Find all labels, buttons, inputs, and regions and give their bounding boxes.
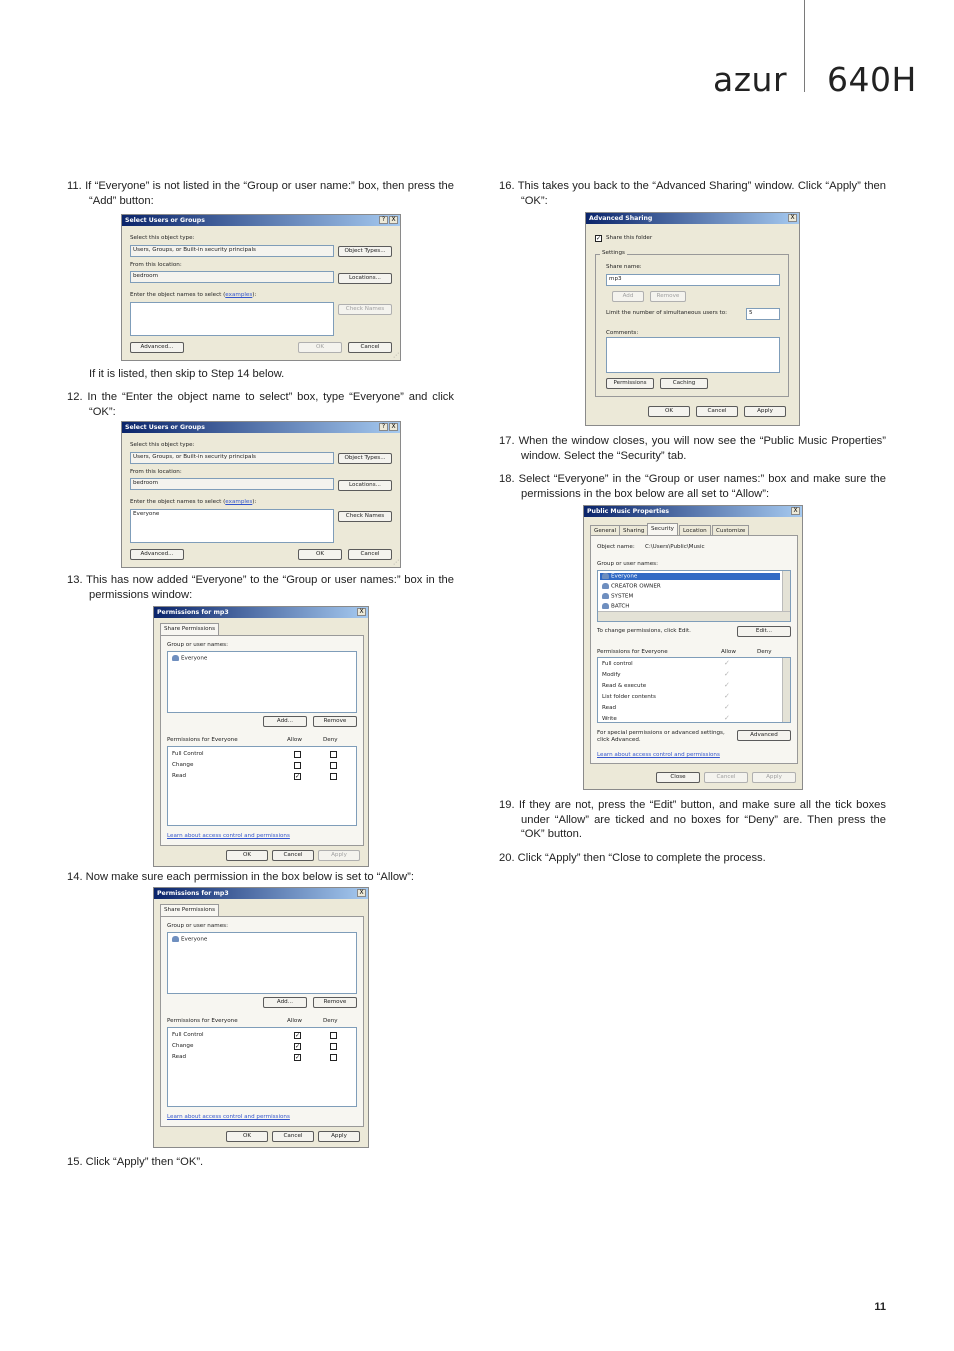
select-users-dialog-1 bbox=[121, 214, 401, 361]
ok-button[interactable]: OK bbox=[226, 1131, 268, 1142]
object-name-label: Object name: bbox=[597, 544, 635, 550]
close-icon[interactable]: X bbox=[788, 214, 797, 222]
tab-share-permissions[interactable]: Share Permissions bbox=[160, 904, 219, 916]
permissions-dialog-after bbox=[153, 887, 369, 1148]
object-type-label: Select this object type: bbox=[130, 235, 195, 241]
model-name: 640H bbox=[827, 60, 917, 99]
cancel-button[interactable]: Cancel bbox=[696, 406, 738, 417]
perm-row-label: Change bbox=[172, 762, 194, 768]
step-11: 11. If “Everyone” is not listed in the “Group or user name:” box, then press the “Add” button: bbox=[67, 180, 454, 207]
perm-row-label: Read bbox=[172, 1054, 187, 1060]
enter-names-label: Enter the object names to select (examples): bbox=[130, 292, 257, 298]
user-group-icon bbox=[172, 655, 179, 661]
comments-field[interactable] bbox=[606, 337, 780, 373]
special-permissions-text: For special permissions or advanced settings, click Advanced. bbox=[597, 730, 725, 743]
deny-checkbox[interactable] bbox=[330, 1043, 337, 1050]
tab-security[interactable]: Security bbox=[647, 523, 678, 535]
settings-label: Settings bbox=[602, 250, 625, 256]
permissions-scrollbar[interactable] bbox=[782, 658, 790, 723]
apply-button[interactable]: Apply bbox=[318, 850, 360, 861]
allow-checkbox[interactable] bbox=[294, 751, 301, 758]
advanced-sharing-dialog bbox=[585, 212, 800, 426]
user-group-icon bbox=[602, 603, 609, 609]
step-13: 13. This has now added “Everyone” to the “Group or user names:” box in the permissions window: bbox=[67, 574, 454, 601]
deny-header: Deny bbox=[323, 737, 338, 743]
cancel-button[interactable]: Cancel bbox=[348, 549, 392, 560]
change-permissions-text: To change permissions, click Edit. bbox=[597, 628, 691, 634]
deny-header: Deny bbox=[323, 1018, 338, 1024]
tab-panel bbox=[160, 635, 364, 846]
tab-sharing[interactable]: Sharing bbox=[619, 525, 648, 535]
comments-label: Comments: bbox=[606, 330, 639, 336]
allow-checkbox[interactable]: ✓ bbox=[295, 1043, 301, 1050]
check-names-button[interactable]: Check Names bbox=[338, 511, 392, 522]
step-16: 16. This takes you back to the “Advanced Sharing” window. Click “Apply” then “OK”: bbox=[499, 180, 886, 207]
step-19: 19. If they are not, press the “Edit” button, and make sure all the tick boxes under “Allow” are ticked and no boxes for “Deny” are. Then press the “OK” button. bbox=[499, 799, 886, 840]
share-folder-label: Share this folder bbox=[606, 235, 653, 241]
advanced-button[interactable]: Advanced... bbox=[130, 549, 184, 560]
advanced-button[interactable]: Advanced bbox=[737, 730, 791, 741]
remove-button[interactable]: Remove bbox=[650, 291, 686, 302]
limit-users-label: Limit the number of simultaneous users to: bbox=[606, 310, 728, 316]
allow-tick-icon: ✓ bbox=[724, 670, 730, 678]
location-field: bedroom bbox=[130, 271, 334, 283]
location-label: From this location: bbox=[130, 262, 182, 268]
perm-row-label: Full control bbox=[602, 661, 633, 667]
perm-row-label: Read bbox=[172, 773, 187, 779]
object-name-value: C:\Users\Public\Music bbox=[645, 544, 705, 550]
perm-row-label: Change bbox=[172, 1043, 194, 1049]
perm-row-label: Write bbox=[602, 716, 617, 722]
perm-row-label: Read bbox=[602, 705, 617, 711]
tab-general[interactable]: General bbox=[590, 525, 620, 535]
permissions-dialog-before bbox=[153, 606, 369, 867]
ok-button[interactable]: OK bbox=[298, 342, 342, 353]
group-list bbox=[167, 932, 357, 994]
add-button[interactable]: Add... bbox=[263, 997, 307, 1008]
step-15: 15. Click “Apply” then “OK”. bbox=[67, 1156, 204, 1168]
perm-row-label: Read & execute bbox=[602, 683, 647, 689]
tab-share-permissions[interactable]: Share Permissions bbox=[160, 623, 219, 635]
permissions-label: Permissions for Everyone bbox=[167, 737, 238, 743]
allow-tick-icon: ✓ bbox=[724, 703, 730, 711]
apply-button[interactable]: Apply bbox=[318, 1131, 360, 1142]
edit-button[interactable]: Edit... bbox=[737, 626, 791, 637]
perm-row-label: Full Control bbox=[172, 751, 204, 757]
ok-button[interactable]: OK bbox=[226, 850, 268, 861]
group-label: Group or user names: bbox=[167, 642, 228, 648]
limit-users-spinner[interactable]: 5 bbox=[746, 308, 780, 320]
allow-tick-icon: ✓ bbox=[724, 681, 730, 689]
deny-checkbox[interactable] bbox=[330, 751, 337, 758]
step-18: 18. Select “Everyone” in the “Group or user names:” box and make sure the permissions in the box below are all set to “Allow”: bbox=[499, 473, 886, 500]
list-item-everyone[interactable]: Everyone bbox=[172, 655, 207, 662]
allow-header: Allow bbox=[287, 1018, 302, 1024]
object-names-input[interactable] bbox=[130, 302, 334, 336]
cancel-button[interactable]: Cancel bbox=[272, 850, 314, 861]
enter-names-label: Enter the object names to select (examples): bbox=[130, 499, 257, 505]
permissions-label: Permissions for Everyone bbox=[597, 649, 668, 655]
permissions-label: Permissions for Everyone bbox=[167, 1018, 238, 1024]
deny-checkbox[interactable] bbox=[330, 1054, 337, 1061]
tab-panel bbox=[590, 535, 798, 764]
location-label: From this location: bbox=[130, 469, 182, 475]
remove-button[interactable]: Remove bbox=[313, 997, 357, 1008]
perm-row-label: List folder contents bbox=[602, 694, 656, 700]
close-icon[interactable]: X bbox=[389, 216, 398, 224]
group-label: Group or user names: bbox=[597, 561, 658, 567]
dialog-titlebar: Select Users or Groups bbox=[122, 215, 400, 226]
user-group-icon bbox=[602, 583, 609, 589]
brand-divider bbox=[804, 0, 805, 92]
object-types-button[interactable]: Object Types... bbox=[338, 453, 392, 464]
close-icon[interactable]: X bbox=[357, 608, 366, 616]
advanced-button[interactable]: Advanced... bbox=[130, 342, 184, 353]
brand-name: azur bbox=[713, 60, 788, 99]
cancel-button[interactable]: Cancel bbox=[704, 772, 748, 783]
step-11-note: If it is listed, then skip to Step 14 below. bbox=[89, 368, 285, 380]
share-name-field[interactable]: mp3 bbox=[606, 274, 780, 286]
locations-button[interactable]: Locations... bbox=[338, 480, 392, 491]
allow-header: Allow bbox=[287, 737, 302, 743]
object-names-input[interactable]: Everyone bbox=[130, 509, 334, 543]
close-icon[interactable]: X bbox=[791, 507, 800, 515]
dialog-titlebar: Permissions for mp3 bbox=[154, 888, 368, 899]
check-names-button[interactable]: Check Names bbox=[338, 304, 392, 315]
step-14: 14. Now make sure each permission in the box below is set to “Allow”: bbox=[67, 871, 414, 883]
cancel-button[interactable]: Cancel bbox=[272, 1131, 314, 1142]
access-control-link[interactable]: Learn about access control and permissions bbox=[167, 833, 290, 839]
settings-group bbox=[595, 250, 789, 397]
close-icon[interactable]: X bbox=[389, 423, 398, 431]
group-horizontal-scrollbar[interactable] bbox=[598, 611, 790, 621]
locations-button[interactable]: Locations... bbox=[338, 273, 392, 284]
allow-tick-icon: ✓ bbox=[724, 692, 730, 700]
user-group-icon bbox=[602, 593, 609, 599]
page-number: 11 bbox=[874, 1301, 886, 1313]
dialog-titlebar: Permissions for mp3 bbox=[154, 607, 368, 618]
tab-panel bbox=[160, 916, 364, 1127]
resize-grip-icon[interactable]: ⋰ bbox=[393, 559, 399, 566]
tab-location[interactable]: Location bbox=[679, 525, 711, 535]
permissions-list bbox=[167, 746, 357, 826]
allow-tick-icon: ✓ bbox=[724, 659, 730, 667]
list-item-user[interactable]: BATCH bbox=[602, 603, 629, 610]
dialog-titlebar: Public Music Properties bbox=[584, 506, 802, 517]
properties-dialog bbox=[583, 505, 803, 790]
help-button[interactable]: ? bbox=[379, 423, 388, 431]
step-20: 20. Click “Apply” then “Close to complete the process. bbox=[499, 852, 766, 864]
group-vertical-scrollbar[interactable] bbox=[782, 571, 790, 613]
list-item-user[interactable]: CREATOR OWNER bbox=[602, 583, 661, 590]
object-type-field: Users, Groups, or Built-in security principals bbox=[130, 245, 334, 257]
close-icon[interactable]: X bbox=[357, 889, 366, 897]
cancel-button[interactable]: Cancel bbox=[348, 342, 392, 353]
group-list bbox=[597, 570, 791, 622]
object-types-button[interactable]: Object Types... bbox=[338, 246, 392, 257]
remove-button[interactable]: Remove bbox=[313, 716, 357, 727]
deny-checkbox[interactable] bbox=[330, 1032, 337, 1039]
allow-checkbox[interactable]: ✓ bbox=[295, 1032, 301, 1039]
deny-checkbox[interactable] bbox=[330, 773, 337, 780]
select-users-dialog-2 bbox=[121, 421, 401, 568]
add-button[interactable]: Add bbox=[612, 291, 644, 302]
ok-button[interactable]: OK bbox=[298, 549, 342, 560]
tab-customize[interactable]: Customize bbox=[712, 525, 749, 535]
resize-grip-icon[interactable]: ⋰ bbox=[393, 352, 399, 359]
help-button[interactable]: ? bbox=[379, 216, 388, 224]
allow-checkbox[interactable]: ✓ bbox=[295, 773, 301, 780]
apply-button[interactable]: Apply bbox=[744, 406, 786, 417]
list-item-everyone[interactable]: Everyone bbox=[172, 936, 207, 943]
perm-row-label: Full Control bbox=[172, 1032, 204, 1038]
permissions-list bbox=[597, 657, 791, 723]
allow-tick-icon: ✓ bbox=[724, 714, 730, 722]
share-name-label: Share name: bbox=[606, 264, 642, 270]
step-12: 12. In the “Enter the object name to select” box, type “Everyone” and click “OK”: bbox=[67, 391, 454, 418]
object-type-field: Users, Groups, or Built-in security principals bbox=[130, 452, 334, 464]
share-folder-checkbox[interactable]: ✓ bbox=[596, 235, 602, 242]
access-control-link[interactable]: Learn about access control and permissions bbox=[597, 752, 720, 758]
add-button[interactable]: Add... bbox=[263, 716, 307, 727]
list-item-user[interactable]: SYSTEM bbox=[602, 593, 633, 600]
group-label: Group or user names: bbox=[167, 923, 228, 929]
permissions-button[interactable]: Permissions bbox=[606, 378, 654, 389]
deny-header: Deny bbox=[757, 649, 772, 655]
apply-button[interactable]: Apply bbox=[752, 772, 796, 783]
location-field: bedroom bbox=[130, 478, 334, 490]
permissions-list bbox=[167, 1027, 357, 1107]
step-17: 17. When the window closes, you will now see the “Public Music Properties” window. Select the “Security” tab. bbox=[499, 435, 886, 462]
access-control-link[interactable]: Learn about access control and permissions bbox=[167, 1114, 290, 1120]
dialog-titlebar: Advanced Sharing bbox=[586, 213, 799, 224]
user-group-icon bbox=[172, 936, 179, 942]
user-group-icon bbox=[602, 573, 609, 579]
deny-checkbox[interactable] bbox=[330, 762, 337, 769]
list-item-user[interactable]: Everyone bbox=[600, 573, 780, 580]
perm-row-label: Modify bbox=[602, 672, 621, 678]
caching-button[interactable]: Caching bbox=[660, 378, 708, 389]
ok-button[interactable]: OK bbox=[648, 406, 690, 417]
allow-header: Allow bbox=[721, 649, 736, 655]
object-type-label: Select this object type: bbox=[130, 442, 195, 448]
dialog-titlebar: Select Users or Groups bbox=[122, 422, 400, 433]
close-button[interactable]: Close bbox=[656, 772, 700, 783]
allow-checkbox[interactable] bbox=[294, 762, 301, 769]
group-list bbox=[167, 651, 357, 713]
allow-checkbox[interactable]: ✓ bbox=[295, 1054, 301, 1061]
